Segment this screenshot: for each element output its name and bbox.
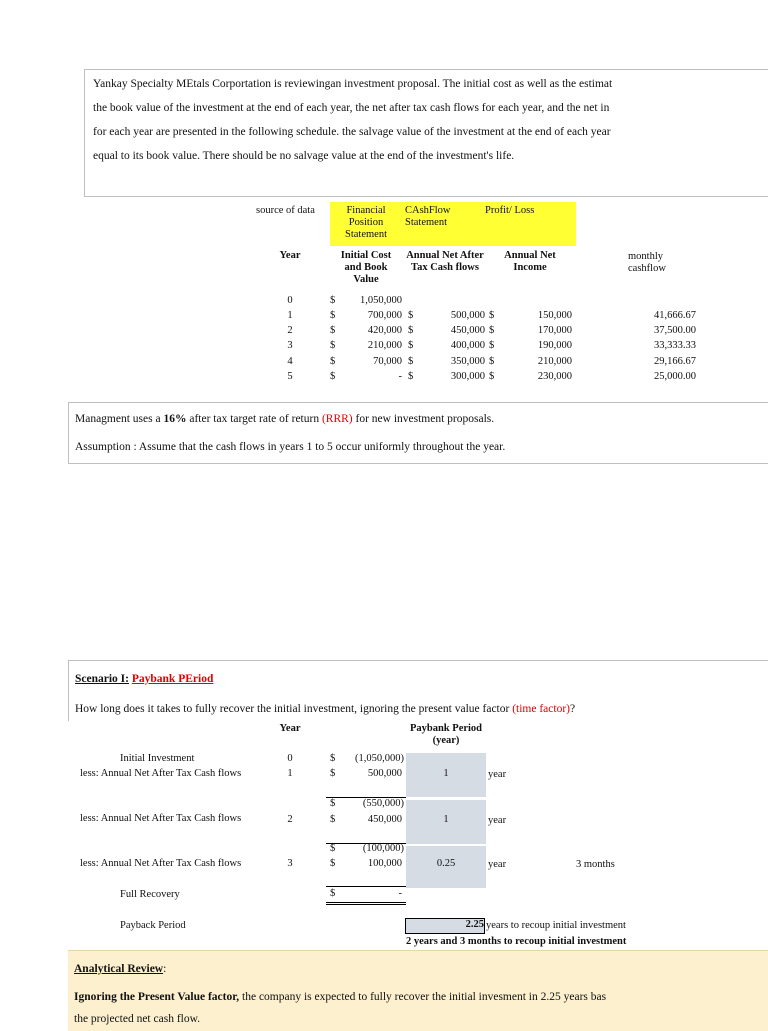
table-row: 4 $ 70,000 $ 350,000 $ 210,000 29,166.67 <box>287 356 696 367</box>
rrr-label: (RRR) <box>321 413 353 425</box>
less-label: less: Annual Net After Tax Cash flows <box>80 858 242 869</box>
intro-line-3: for each year are presented in the following schedule. the salvage value of the investment at the end of each year <box>93 126 611 138</box>
intro-line-1: Yankay Specialty MEtals Corportation is reviewingan investment proposal. The initial cost as well as the estimat <box>93 78 613 90</box>
balance-1: (550,000) <box>362 798 404 809</box>
review-text: Ignoring the Present Value factor, the company is expected to fully recover the initial invesment in 2.25 years bas <box>74 991 607 1003</box>
table-row: 5 $ - $ 300,000 $ 230,000 25,000.00 <box>287 371 696 382</box>
period-value-3: 0.25 <box>436 858 456 869</box>
intro-line-2: the book value of the investment at the end of each year, the net after tax cash flows for each year, and the net in <box>93 102 610 114</box>
header-monthly: monthly cashflow <box>628 251 666 274</box>
assumption-rate-line: Managment uses a 16% after tax target rate of return (RRR) for new investment proposals. <box>75 413 495 425</box>
header-initial-cost: Initial Cost and Book Value <box>340 250 392 285</box>
scenario-question: How long does it takes to fully recover the initial investment, ignoring the present value factor (time factor)? <box>75 703 576 715</box>
payback-year-0: 0 <box>287 753 293 764</box>
target-rate: 16% <box>163 413 187 425</box>
scenario-name: Paybank PEriod <box>131 673 214 685</box>
payback-text: years to recoup initial investment <box>486 920 626 931</box>
header-annual-net: Annual Net After Tax Cash flows <box>406 250 484 273</box>
period-value-2: 1 <box>443 814 449 825</box>
payback-header-period: Paybank Period (year) <box>409 723 483 746</box>
header-year: Year <box>279 250 301 261</box>
initial-investment-value: (1,050,000) <box>355 753 404 764</box>
source-financial-position: Financial Position Statement <box>345 205 387 240</box>
scenario-box <box>68 660 768 721</box>
source-cashflow: CAshFlow Statement <box>405 205 451 228</box>
balance-2: (100,000) <box>362 843 404 854</box>
period-value-1: 1 <box>443 768 449 779</box>
intro-line-4: equal to its book value. There should be no salvage value at the end of the investment's life. <box>93 150 515 162</box>
table-row: 3 $ 210,000 $ 400,000 $ 190,000 33,333.33 <box>287 340 696 351</box>
double-underline <box>326 902 406 905</box>
table-row: 2 $ 420,000 $ 450,000 $ 170,000 37,500.00 <box>287 325 696 336</box>
less-label: less: Annual Net After Tax Cash flows <box>80 813 242 824</box>
intro-box <box>84 69 768 197</box>
full-recovery-value: - <box>398 888 402 899</box>
source-profit-loss: Profit/ Loss <box>485 205 535 216</box>
review-box <box>68 950 768 1031</box>
payback-summary: 2 years and 3 months to recoup initial investment <box>406 936 627 947</box>
payback-value: 2.25 <box>465 919 484 930</box>
payback-period-label: Payback Period <box>120 920 186 931</box>
table-row: 0 $ 1,050,000 <box>287 295 402 306</box>
payback-value-cell <box>405 918 485 934</box>
header-annual-income: Annual Net Income <box>504 250 556 273</box>
initial-investment-label: Initial Investment <box>120 753 195 764</box>
payback-header-year: Year <box>279 723 301 734</box>
review-title: Analytical Review: <box>74 963 167 975</box>
less-label: less: Annual Net After Tax Cash flows <box>80 768 242 779</box>
table-row: 1 $ 700,000 $ 500,000 $ 150,000 41,666.67 <box>287 310 696 321</box>
scenario-title: Scenario I: Paybank PEriod <box>75 673 214 685</box>
source-label: source of data <box>256 205 315 216</box>
months-value: 3 months <box>576 859 615 870</box>
assumptions-box <box>68 402 768 464</box>
underline <box>326 886 406 887</box>
review-text-2: the projected net cash flow. <box>74 1013 201 1025</box>
full-recovery-label: Full Recovery <box>120 889 180 900</box>
assumption-uniform-line: Assumption : Assume that the cash flows in years 1 to 5 occur uniformly throughout the year. <box>75 441 506 453</box>
